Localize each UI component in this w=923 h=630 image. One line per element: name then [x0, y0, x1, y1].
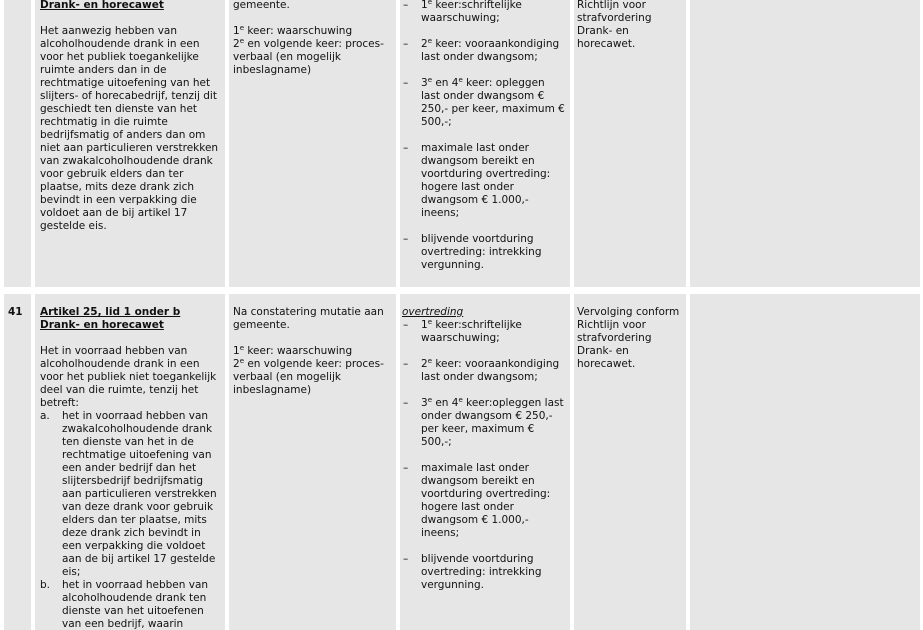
row-2-sanction-2: – 2e keer: vooraankondiging last onder dwangsom;	[403, 357, 560, 383]
row-2-action-second: 2e en volgende keer: proces-verbaal (en mogelijk inbeslagname)	[233, 357, 384, 396]
row-1-action-first: 1e keer: waarschuwing	[233, 24, 353, 37]
row-1-follow-up-cell	[574, 0, 686, 287]
row-2-sanction-4: – maximale last onder dwangsom bereikt en voortduring overtreding: hogere last onder dwangsom € 1.000,- ineens;	[403, 462, 551, 539]
row-2-item-b: b. het in voorraad hebben van alcoholhoudende drank ten dienste van het uitoefenen van een bedrijf, waarin	[40, 579, 209, 630]
row-1-follow-up: Richtlijn voor strafvordering Drank- en horecawet.	[577, 0, 652, 50]
row-2-offence-cell	[35, 294, 225, 630]
row-1-sanction-5: – blijvende voortduring overtreding: intrekking vergunning.	[403, 233, 542, 271]
row-2-number-cell	[4, 294, 31, 630]
row-1-sanction-cell	[400, 0, 570, 287]
row-2-action-first: 1e keer: waarschuwing	[233, 344, 353, 357]
row-2-sanction-cell	[400, 294, 570, 630]
row-1-sanction-1: – 1e keer:schriftelijke waarschuwing;	[403, 0, 522, 24]
row-1-action-second: 2e en volgende keer: proces-verbaal (en mogelijk inbeslagname)	[233, 37, 384, 76]
row-1-sanction-3: – 3e en 4e keer: opleggen last onder dwangsom € 250,- per keer, maximum € 500,-;	[403, 76, 565, 128]
row-2-follow-up: Vervolging conform Richtlijn voor strafvordering Drank- en horecawet.	[577, 306, 680, 370]
row-1-action-cell	[229, 0, 396, 287]
row-2-follow-up-cell	[574, 294, 686, 630]
row-2-action-intro: Na constatering mutatie aan gemeente.	[233, 306, 384, 331]
row-2-description: Het in voorraad hebben van alcoholhoudende drank in een voor het publiek niet toegankelijk deel van die ruimte, tenzij het betreft:	[40, 345, 217, 409]
row-1-action-intro: gemeente.	[233, 0, 290, 11]
row-2-sanction-1: – 1e keer:schriftelijke waarschuwing;	[403, 318, 522, 344]
row-2-sanction-label: overtreding	[402, 306, 464, 318]
row-1-number-cell	[4, 0, 31, 287]
row-2-law-heading: Drank- en horecawet	[40, 319, 164, 331]
row-2-sanction-3: – 3e en 4e keer:opleggen last onder dwangsom € 250,- per keer, maximum € 500,-;	[403, 396, 564, 448]
row-number: 41	[8, 306, 23, 318]
row-2-article-heading: Artikel 25, lid 1 onder b	[40, 306, 181, 318]
row-1-law-heading: Drank- en horecawet	[40, 0, 164, 11]
row-2-action-cell	[229, 294, 396, 630]
row-2-item-a: a. het in voorraad hebben van zwakalcoholhoudende drank ten dienste van het in de rechtmatige uitoefening van een ander bedrijf dan het slijtersbedrijf bedrijfsmatig aan particulieren verstrekken van deze drank voor gebruik elders dan ter plaatse, mits deze drank zich bevindt in een verpakking die voldoet aan de bij artikel 17 gestelde eis;	[40, 410, 217, 578]
row-2-remarks-cell	[690, 294, 920, 630]
row-2-sanction-5: – blijvende voortduring overtreding: intrekking vergunning.	[403, 553, 542, 591]
row-1-sanction-2: – 2e keer: vooraankondiging last onder dwangsom;	[403, 37, 560, 63]
row-1-offence-cell	[35, 0, 225, 287]
row-1-sanction-4: – maximale last onder dwangsom bereikt en voortduring overtreding: hogere last onder dwangsom € 1.000,- ineens;	[403, 142, 551, 219]
row-1-remarks-cell	[690, 0, 920, 287]
row-1-description: Het aanwezig hebben van alcoholhoudende drank in een voor het publiek toegankelijke ruimte anders dan in de rechtmatige uitoefening van het slijters- of horecabedrijf, tenzij dit geschiedt ten dienste van het rechtmatig in die ruimte bedrijfsmatig of anders dan om niet aan particulieren verstrekken van zwakalcoholhoudende drank voor gebruik elders dan ter plaatse, mits deze drank zich bevindt in een verpakking die voldoet aan de bij artikel 17 gestelde eis.	[40, 25, 219, 232]
